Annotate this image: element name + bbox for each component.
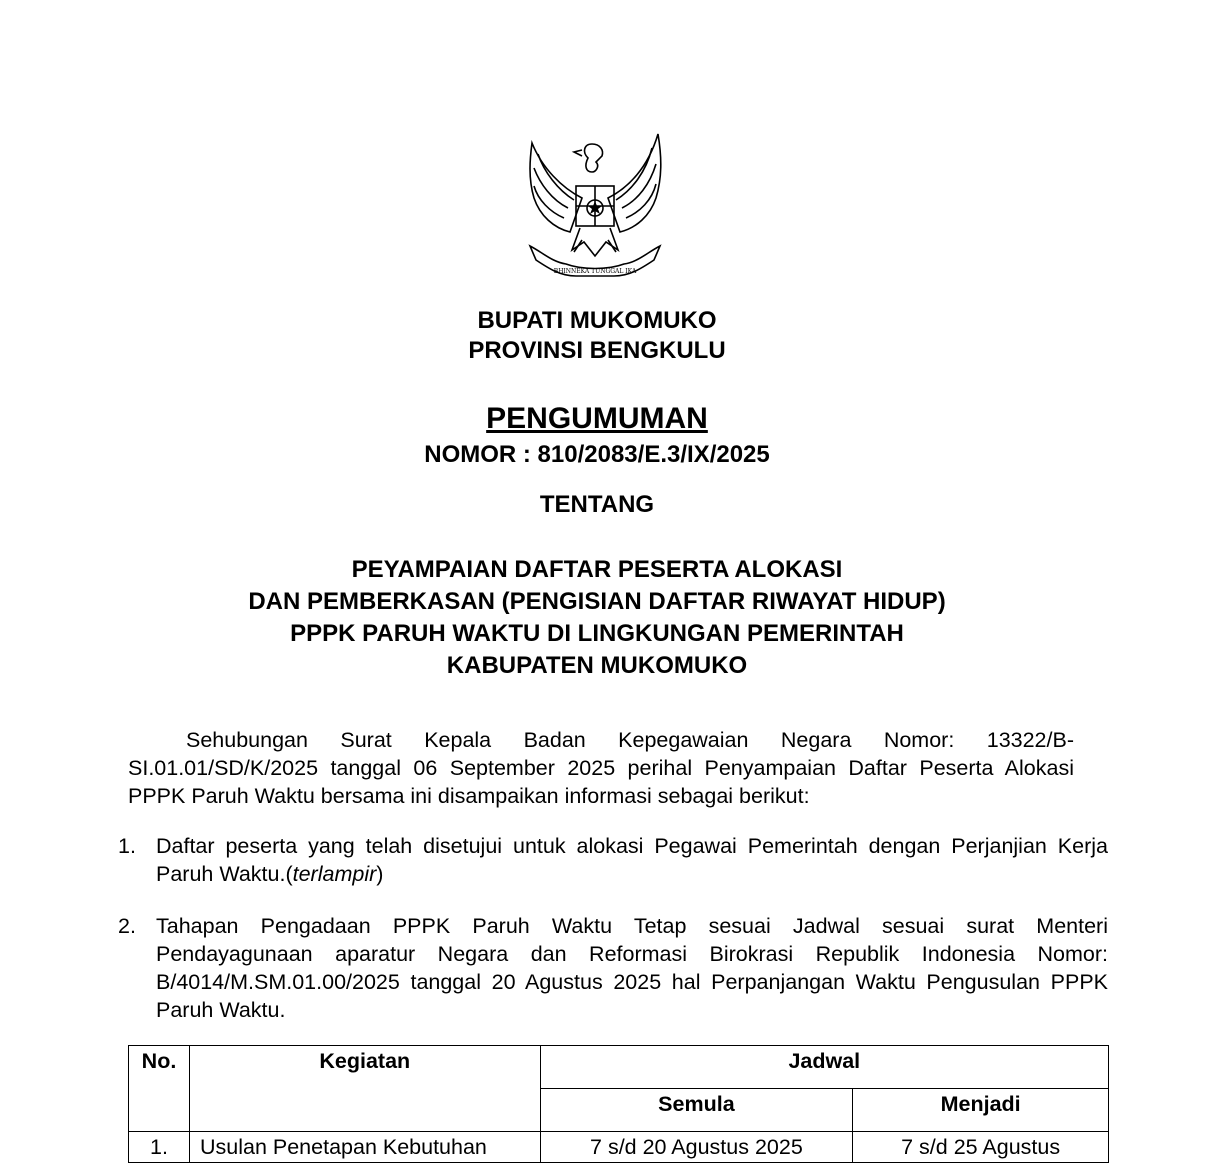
document-number: NOMOR : 810/2083/E.3/IX/2025 (424, 441, 770, 468)
header-menjadi: Menjadi (853, 1089, 1109, 1132)
cell-no: 1. (129, 1132, 190, 1163)
subject-line: PPPK PARUH WAKTU DI LINGKUNGAN PEMERINTAH (290, 620, 904, 647)
header-jadwal: Jadwal (540, 1046, 1108, 1089)
subject-line: PEYAMPAIAN DAFTAR PESERTA ALOKASI (351, 556, 843, 583)
issuer-province: PROVINSI BENGKULU (468, 337, 726, 364)
document-title: PENGUMUMAN (486, 402, 708, 435)
list-item (118, 912, 1108, 1024)
garuda-emblem-icon (522, 128, 668, 280)
tentang-label: TENTANG (539, 491, 655, 518)
schedule-table (128, 1045, 1109, 1163)
list-item-text: Tahapan Pengadaan PPPK Paruh Waktu Tetap sesuai Jadwal sesuai surat Menteri Pendayagunaan aparatur Negara dan Reformasi Birokrasi Republik Indonesia Nomor: B/4014/M.SM.01.00/2025 tanggal 20 Agustus 2025 hal Perpanjangan Waktu Pengusulan PPPK Paruh Waktu. (156, 914, 1108, 1022)
header-no: No. (129, 1046, 190, 1132)
issuer-title: BUPATI MUKOMUKO (477, 307, 717, 334)
list-item (118, 832, 1108, 888)
subject-line: DAN PEMBERKASAN (PENGISIAN DAFTAR RIWAYAT HIDUP) (248, 588, 946, 615)
subject-line: KABUPATEN MUKOMUKO (446, 652, 748, 679)
list-item-italic: terlampir (292, 862, 377, 886)
cell-semula: 7 s/d 20 Agustus 2025 (540, 1132, 853, 1163)
list-item-number: 1. (118, 834, 136, 858)
list-item-text: Daftar peserta yang telah disetujui untuk alokasi Pegawai Pemerintah dengan Perjanjian Kerja Paruh Waktu.(terlampir) (156, 834, 1108, 886)
cell-kegiatan: Usulan Penetapan Kebutuhan (189, 1132, 540, 1163)
table-row (129, 1132, 1109, 1163)
header-semula: Semula (540, 1089, 853, 1132)
document-subject (0, 554, 1194, 682)
issuer-block (0, 306, 1194, 366)
header-kegiatan: Kegiatan (189, 1046, 540, 1132)
intro-paragraph: Sehubungan Surat Kepala Badan Kepegawaian Negara Nomor: 13322/B-SI.01.01/SD/K/2025 tanggal 06 September 2025 perihal Penyampaian Daftar Peserta Alokasi PPPK Paruh Waktu bersama ini disampaikan informasi sebagai berikut: (128, 728, 1074, 808)
cell-menjadi: 7 s/d 25 Agustus (853, 1132, 1109, 1163)
svg-text:BHINNEKA TUNGGAL IKA: BHINNEKA TUNGGAL IKA (553, 268, 637, 275)
list-item-number: 2. (118, 914, 136, 938)
table-header-row (129, 1046, 1109, 1089)
